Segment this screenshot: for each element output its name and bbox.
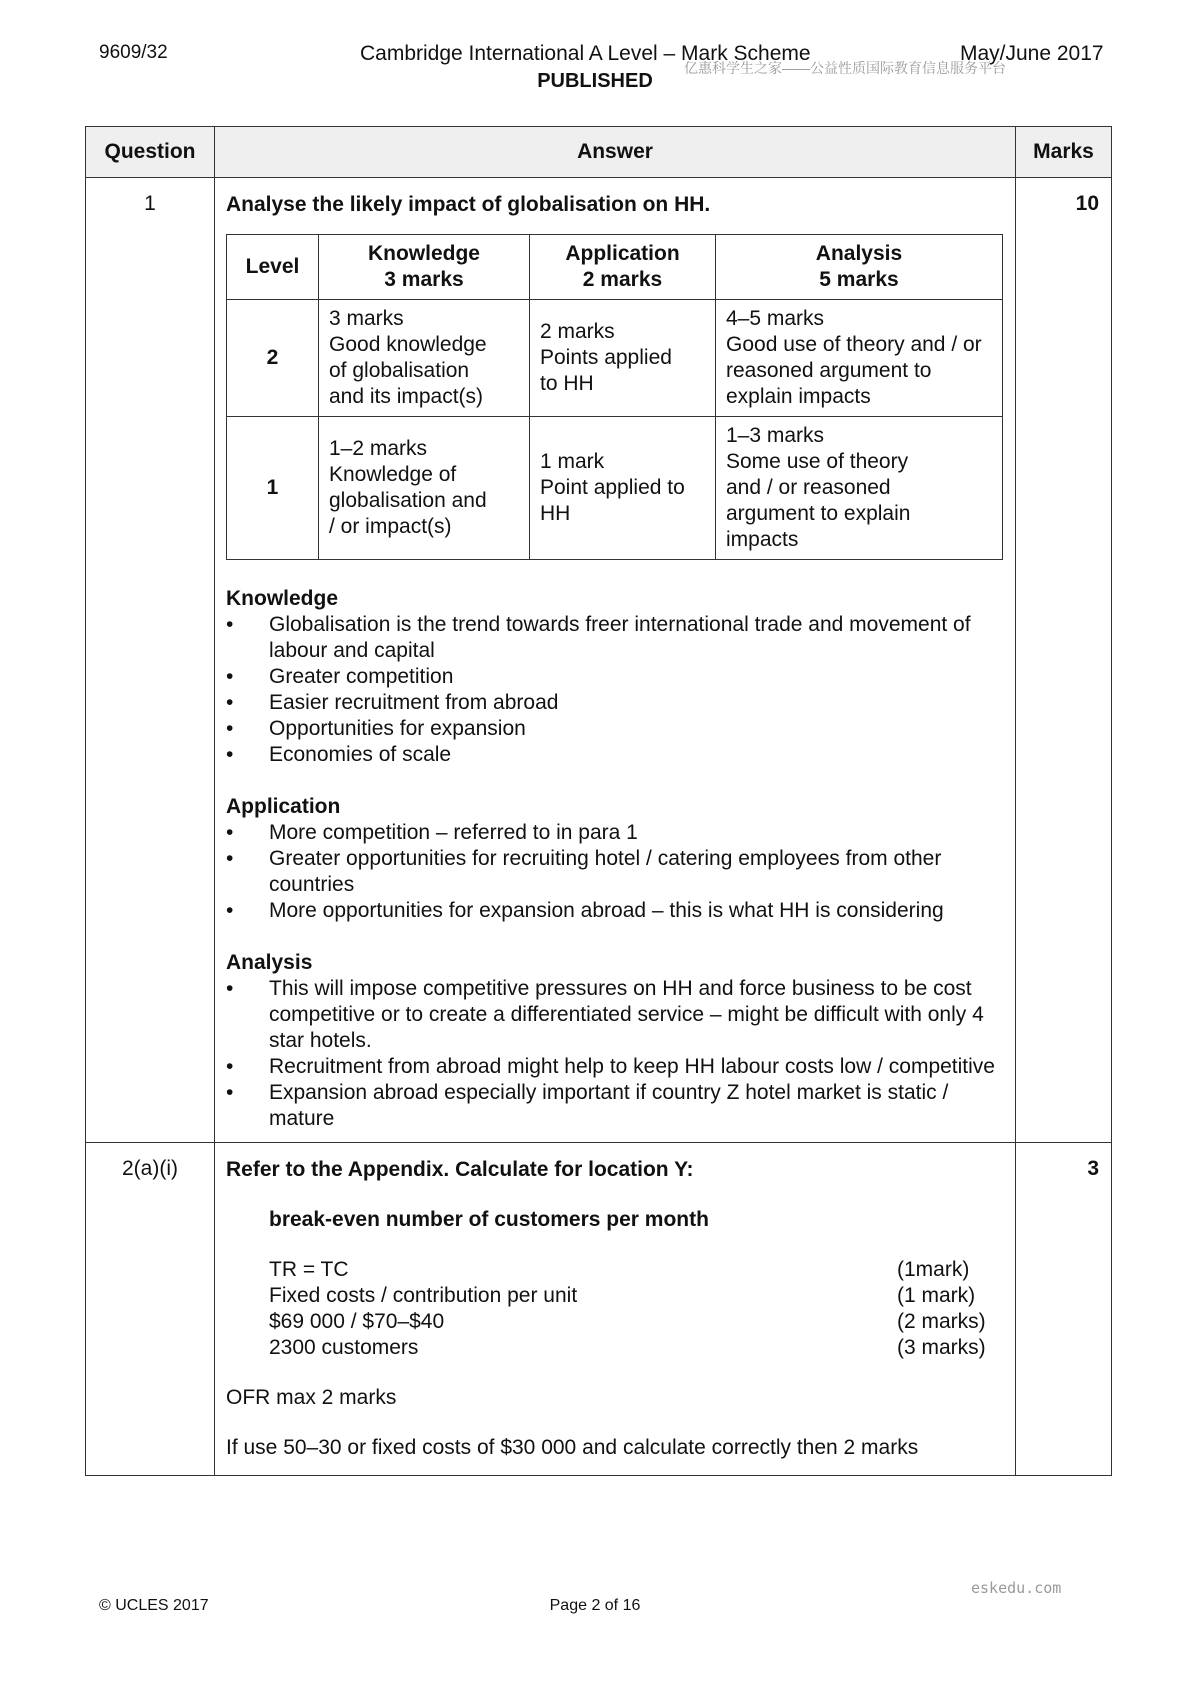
application-header-marks: 2 marks [582,268,663,291]
level-header: Level [227,235,319,300]
application-section [226,794,1003,924]
step-text: TR = TC [269,1258,349,1281]
descriptor-line: 4–5 marks [726,307,825,330]
exam-session: May/June 2017 [960,42,1104,65]
watermark-text: 亿惠科学生之家——公益性质国际教育信息服务平台 [684,60,1006,76]
descriptor-line: / or impact(s) [329,515,452,538]
calculation-step [269,1257,1003,1283]
question-marks: 3 [1016,1143,1112,1476]
analysis-descriptor [716,300,1003,417]
list-item: • This will impose competitive pressures on HH and force business to be cost competitive or to create a differentiated service – might be difficult with only 4 star hotels. [226,976,1003,1054]
descriptor-line: globalisation and [329,489,487,512]
document-title: Cambridge International A Level – Mark Scheme [360,42,811,65]
application-descriptor [530,300,716,417]
table-header-row [86,127,1112,178]
calculation-step [269,1283,1003,1309]
list-item: • Economies of scale [226,742,1003,768]
list-item: • Opportunities for expansion [226,716,1003,742]
paper-code: 9609/32 [99,42,168,63]
descriptor-line: 1–2 marks [329,437,428,460]
descriptor-line: 1 mark [540,450,605,473]
published-label: PUBLISHED [537,70,653,92]
calculation-step [269,1335,1003,1361]
question-number: 2(a)(i) [86,1143,215,1476]
bullet-list [226,612,1003,768]
descriptor-line: 3 marks [329,307,404,330]
level-number: 2 [227,300,319,417]
descriptor-line: 1–3 marks [726,424,825,447]
levels-header-row [227,235,1003,300]
levels-table [226,234,1003,560]
analysis-descriptor [716,417,1003,560]
calculation-steps [226,1257,1003,1361]
question-number: 1 [86,178,215,1143]
answer-header: Answer [215,127,1016,178]
question-prompt: Refer to the Appendix. Calculate for location Y: [226,1158,694,1181]
answer-cell [215,1143,1016,1476]
descriptor-line: of globalisation [329,359,470,382]
step-text: Fixed costs / contribution per unit [269,1284,578,1307]
mark-scheme-table [85,126,1112,1476]
step-text: 2300 customers [269,1336,419,1359]
level-row [227,417,1003,560]
descriptor-line: Knowledge of [329,463,457,486]
ofr-note: OFR max 2 marks [226,1386,397,1409]
descriptor-line: argument to explain [726,502,911,525]
table-row-q1 [86,178,1112,1143]
page-number: Page 2 of 16 [549,1597,641,1614]
list-item: • More competition – referred to in para 1 [226,820,1003,846]
descriptor-line: to HH [540,372,594,395]
list-item: • Expansion abroad especially important if country Z hotel market is static / mature [226,1080,1003,1132]
step-mark: (2 marks) [897,1310,986,1333]
descriptor-line: 2 marks [540,320,615,343]
descriptor-line: explain impacts [726,385,871,408]
list-item: • Greater opportunities for recruiting hotel / catering employees from other countries [226,846,1003,898]
answer-cell [215,178,1016,1143]
knowledge-header [319,235,530,300]
section-title: Knowledge [226,587,339,610]
question-subprompt: break-even number of customers per month [269,1208,709,1231]
descriptor-line: impacts [726,528,799,551]
section-title: Application [226,795,341,818]
level-number: 1 [227,417,319,560]
table-row-q2 [86,1143,1112,1476]
step-text: $69 000 / $70–$40 [269,1310,445,1333]
analysis-header [716,235,1003,300]
step-mark: (1mark) [897,1258,970,1281]
list-item: • Globalisation is the trend towards freer international trade and movement of labour and capital [226,612,1003,664]
list-item: • More opportunities for expansion abroad – this is what HH is considering [226,898,1003,924]
question-header: Question [86,127,215,178]
marks-header: Marks [1016,127,1112,178]
descriptor-line: Some use of theory [726,450,909,473]
calculation-step [269,1309,1003,1335]
step-mark: (3 marks) [897,1336,986,1359]
descriptor-line: Good knowledge [329,333,487,356]
site-watermark: eskedu.com [971,1579,1062,1597]
section-title: Analysis [226,951,313,974]
knowledge-header-label: Knowledge [367,242,480,265]
copyright: © UCLES 2017 [99,1597,209,1614]
application-header [530,235,716,300]
question-marks: 10 [1016,178,1112,1143]
list-item: • Easier recruitment from abroad [226,690,1003,716]
knowledge-section [226,586,1003,768]
analysis-section [226,950,1003,1132]
descriptor-line: HH [540,502,571,525]
bullet-list [226,820,1003,924]
descriptor-line: reasoned argument to [726,359,932,382]
analysis-header-label: Analysis [815,242,903,265]
descriptor-line: Points applied [540,346,672,369]
application-descriptor [530,417,716,560]
analysis-header-marks: 5 marks [819,268,899,291]
application-header-label: Application [565,242,680,265]
marking-note: If use 50–30 or fixed costs of $30 000 and calculate correctly then 2 marks [226,1436,919,1459]
descriptor-line: Good use of theory and / or [726,333,982,356]
step-mark: (1 mark) [897,1284,976,1307]
list-item: • Recruitment from abroad might help to keep HH labour costs low / competitive [226,1054,1003,1080]
knowledge-descriptor [319,300,530,417]
list-item: • Greater competition [226,664,1003,690]
level-row [227,300,1003,417]
knowledge-header-marks: 3 marks [384,268,464,291]
question-prompt: Analyse the likely impact of globalisation on HH. [226,193,711,216]
knowledge-descriptor [319,417,530,560]
descriptor-line: and its impact(s) [329,385,484,408]
bullet-list [226,976,1003,1132]
descriptor-line: and / or reasoned [726,476,891,499]
descriptor-line: Point applied to [540,476,685,499]
